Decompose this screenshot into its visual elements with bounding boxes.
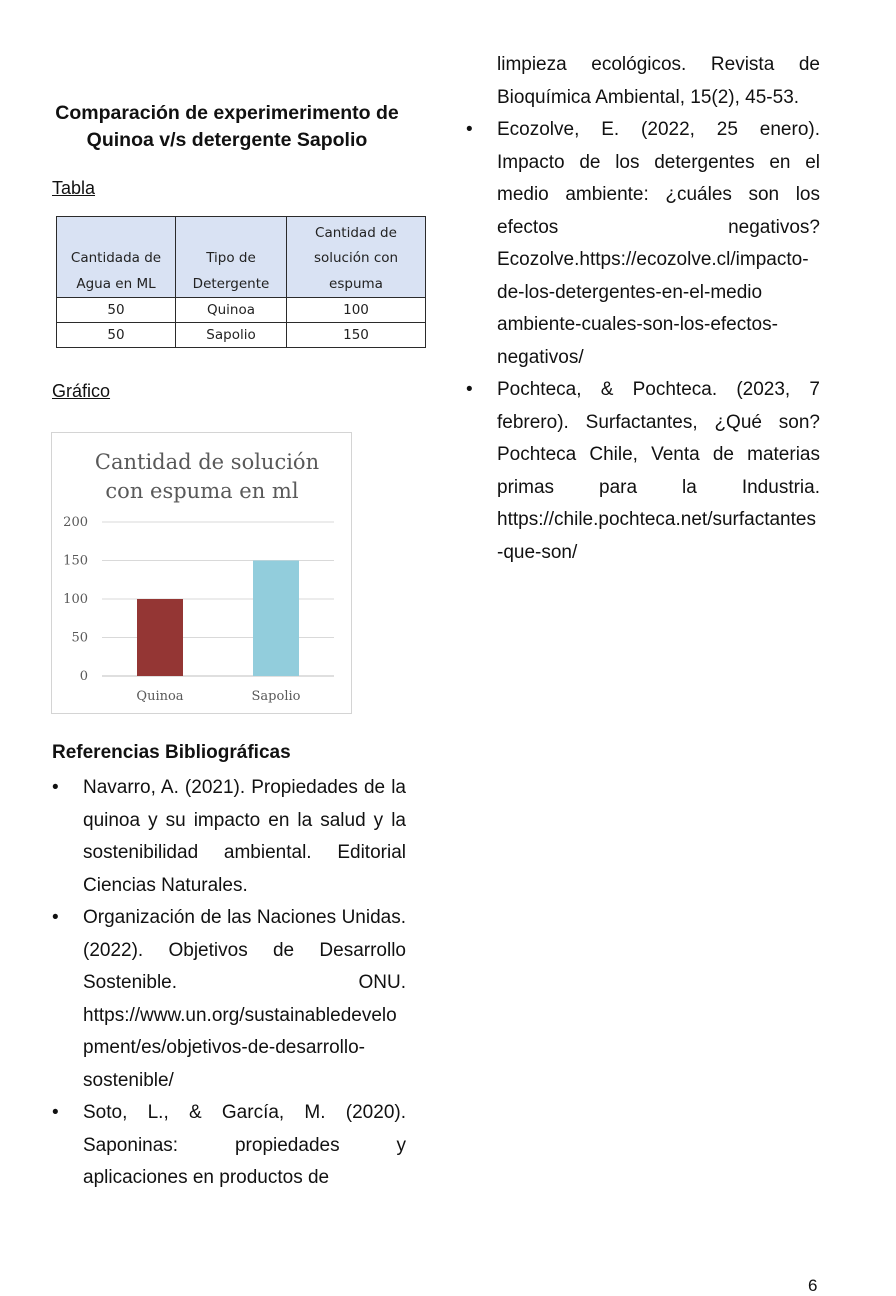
list-item	[52, 1097, 406, 1195]
y-tick-label: 0	[79, 669, 88, 684]
reference-text: limpieza ecológicos. Revista de Bioquímica Ambiental, 15(2), 45-53.	[497, 54, 820, 108]
table-cell: 100	[287, 298, 426, 323]
table-section-label: Tabla	[52, 178, 96, 198]
list-item	[52, 772, 406, 902]
table-cell: 50	[57, 323, 176, 348]
table-cell: 50	[57, 298, 176, 323]
table-row	[57, 323, 426, 348]
references-list-right	[466, 49, 820, 569]
y-tick-label: 150	[63, 553, 88, 569]
chart-section-label: Gráfico	[52, 381, 111, 401]
table-cell: Sapolio	[176, 323, 287, 348]
reference-text: Ecozolve, E. (2022, 25 enero). Impacto de los detergentes en el medio ambiente: ¿cuáles son los efectos negativos? Ecozolve.https://ecozolve.cl/impacto-de-los-detergentes-en-el-medio ambiente-cuales-son-los-efectos-negativos/	[497, 119, 820, 368]
table-header-row	[57, 217, 426, 298]
data-table	[56, 216, 426, 348]
bullet-icon: •	[52, 1102, 59, 1123]
table-header-detergent: Tipo de Detergente	[176, 217, 287, 298]
y-tick-label: 50	[71, 630, 88, 646]
page-number: 6	[808, 1276, 818, 1295]
bullet-icon: •	[52, 907, 59, 928]
list-item-continuation	[466, 49, 820, 114]
chart-title-line-1: Cantidad de solución	[94, 450, 320, 474]
y-tick-label: 200	[63, 515, 88, 530]
page-title: Comparación de experimerimento de Quinoa v/s detergente Sapolio	[55, 102, 399, 151]
list-item	[52, 902, 406, 1097]
reference-text: Organización de las Naciones Unidas. (2022). Objetivos de Desarrollo Sostenible. ONU. https://www.un.org/sustainabledevelopment/es/objetivos-de-desarrollo-sostenible/	[83, 907, 406, 1091]
table-header-water: Cantidada de Agua en ML	[57, 217, 176, 298]
table-header-foam: Cantidad de solución con espuma	[287, 217, 426, 298]
table-cell: Quinoa	[176, 298, 287, 323]
chart-svg	[52, 433, 353, 715]
references-title: Referencias Bibliográficas	[52, 742, 291, 763]
x-tick-label: Sapolio	[251, 689, 301, 704]
reference-text: Navarro, A. (2021). Propiedades de la quinoa y su impacto en la salud y la sostenibilidad ambiental. Editorial Ciencias Naturales.	[83, 777, 406, 896]
bar-sapolio	[253, 561, 299, 677]
reference-text: Pochteca, & Pochteca. (2023, 7 febrero). Surfactantes, ¿Qué son? Pochteca Chile, Venta de materias primas para la Industria. https://chile.pochteca.net/surfactantes-que-son/	[497, 379, 820, 563]
table-row	[57, 298, 426, 323]
bar-chart	[51, 432, 352, 714]
list-item	[466, 374, 820, 569]
bullet-icon: •	[52, 777, 59, 798]
bullet-icon: •	[466, 119, 473, 140]
list-item	[466, 114, 820, 374]
x-tick-label: Quinoa	[136, 689, 184, 704]
references-list-left	[52, 772, 406, 1195]
reference-text: Soto, L., & García, M. (2020). Saponinas: propiedades y aplicaciones en productos de	[83, 1102, 406, 1188]
bar-quinoa	[137, 599, 183, 676]
bullet-icon: •	[466, 379, 473, 400]
chart-title-line-2: con espuma en ml	[105, 479, 299, 503]
table-cell: 150	[287, 323, 426, 348]
y-tick-label: 100	[63, 592, 88, 607]
